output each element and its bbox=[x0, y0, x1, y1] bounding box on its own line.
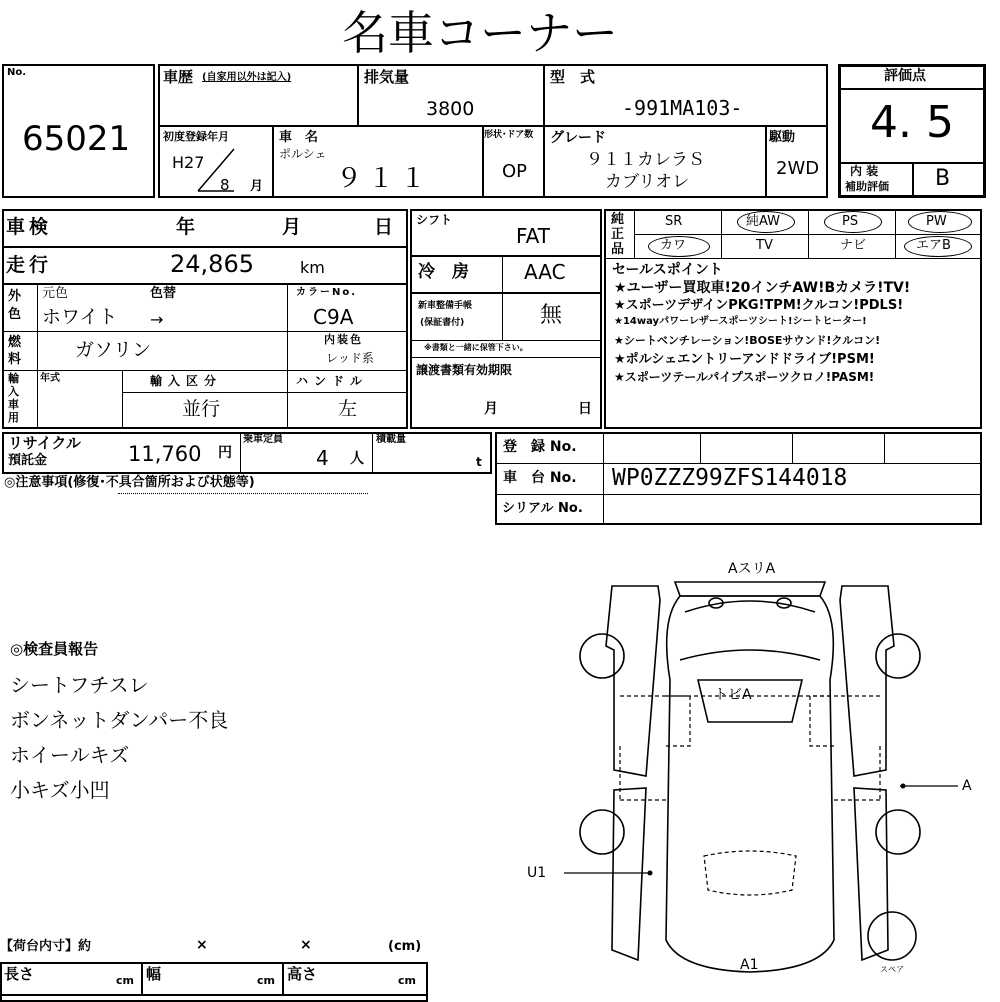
inspector-line-2: ボンネットダンパー不良 bbox=[10, 708, 229, 732]
mileage-label: 走行 bbox=[6, 254, 53, 276]
diagram-left-label: U1 bbox=[527, 865, 547, 881]
drive-label: 駆動 bbox=[769, 130, 796, 145]
transfer-label: 譲渡書類有効期限 bbox=[416, 363, 513, 377]
shift-value: FAT bbox=[516, 224, 551, 248]
inspection-month: 月 bbox=[282, 216, 302, 238]
inspector-line-3: ホイールキズ bbox=[10, 743, 130, 767]
equip-navi: ナビ bbox=[840, 238, 867, 253]
displacement-value: 3800 bbox=[426, 98, 475, 120]
mileage-unit: km bbox=[300, 258, 325, 277]
manual-note: ※書類と一緒に保管下さい。 bbox=[424, 343, 528, 352]
equip-pw: PW bbox=[926, 214, 947, 229]
transfer-day: 日 bbox=[578, 401, 592, 417]
cargo-length-unit: cm bbox=[116, 974, 134, 987]
inspection-label: 車検 bbox=[6, 216, 53, 238]
import-label: 輸入車用 bbox=[8, 372, 19, 424]
color-orig-label: 元色 bbox=[42, 286, 69, 301]
history-label: 車歴 bbox=[163, 68, 194, 86]
color-arrow: → bbox=[150, 310, 164, 329]
grade-line2: カブリオレ bbox=[605, 172, 690, 192]
load-unit: t bbox=[476, 455, 482, 469]
sales-label: セールスポイント bbox=[612, 262, 723, 278]
cargo-grid bbox=[0, 962, 428, 1002]
cargo-label: 【荷台内寸】約 bbox=[0, 939, 92, 954]
recycle-label-1: リサイクル bbox=[8, 434, 81, 452]
lot-no-label: No. bbox=[7, 67, 27, 78]
capacity-label: 乗車定員 bbox=[243, 434, 283, 445]
date-slash-icon bbox=[190, 145, 240, 195]
sales-line-4: ★シートベンチレーション!BOSEサウンド!クルコン! bbox=[614, 334, 881, 347]
car-damage-diagram bbox=[520, 560, 990, 990]
diagram-right-label: A bbox=[962, 778, 972, 794]
first-reg-label: 初度登録年月 bbox=[163, 130, 229, 143]
chassis-label: 車 台 No. bbox=[503, 470, 577, 486]
sales-line-1: ★ユーザー買取車!20インチAW!Bカメラ!TV! bbox=[614, 280, 911, 296]
sales-line-3: ★14wayパワーレザースポーツシート!シートヒーター! bbox=[614, 316, 867, 327]
grade-label: グレード bbox=[550, 130, 606, 146]
color-change-label: 色替 bbox=[150, 286, 177, 301]
cargo-width: 幅 bbox=[146, 965, 162, 983]
recycle-value: 11,760 bbox=[128, 442, 202, 466]
recycle-unit: 円 bbox=[218, 445, 232, 461]
mileage-value: 24,865 bbox=[170, 250, 254, 278]
aircon-label: 冷 房 bbox=[418, 262, 469, 282]
handle-label: ハンドル bbox=[296, 374, 369, 388]
import-division-value: 並行 bbox=[182, 398, 221, 420]
color-orig-value: ホワイト bbox=[42, 306, 118, 328]
sales-line-2: ★スポーツデザインPKG!TPM!クルコン!PDLS! bbox=[614, 298, 904, 313]
inspector-label: ◎検査員報告 bbox=[10, 640, 99, 658]
displacement-label: 排気量 bbox=[364, 68, 410, 86]
diagram-top-label: AスリA bbox=[728, 561, 776, 577]
score-value: 4. 5 bbox=[870, 97, 954, 148]
cargo-width-unit: cm bbox=[257, 974, 275, 987]
page-title: 名車コーナー bbox=[342, 6, 618, 60]
car-name-label: 車 名 bbox=[279, 130, 319, 145]
car-name: ９１１ bbox=[336, 164, 433, 194]
first-reg-month: 8 bbox=[220, 176, 230, 194]
diagram-spare-label: スペア bbox=[880, 965, 904, 974]
capacity-value: 4 bbox=[316, 446, 329, 470]
import-division-label: 輸入区分 bbox=[150, 374, 223, 388]
interior-color-value: レッド系 bbox=[326, 351, 374, 365]
equip-leather: カワ bbox=[660, 238, 687, 253]
lot-number: 65021 bbox=[22, 119, 131, 159]
interior-color-label: 内装色 bbox=[324, 333, 363, 346]
inspection-year: 年 bbox=[176, 216, 196, 238]
fuel-value: ガソリン bbox=[75, 339, 152, 361]
body-type-value: OP bbox=[502, 161, 528, 182]
inspector-line-4: 小キズ小凹 bbox=[10, 778, 110, 802]
equip-ps: PS bbox=[842, 214, 859, 229]
notes-label: ◎注意事項(修復･不具合箇所および状態等) bbox=[4, 475, 255, 490]
color-code-label: カラーNo. bbox=[296, 287, 358, 298]
cargo-height-unit: cm bbox=[398, 974, 416, 987]
manual-label-1: 新車整備手帳 bbox=[418, 301, 473, 311]
sales-line-6: ★スポーツテールパイプスポーツクロノ!PASM! bbox=[614, 370, 875, 384]
first-reg-era-year: H27 bbox=[172, 153, 205, 172]
recycle-label-2: 預託金 bbox=[8, 453, 48, 468]
grade-line1: ９１１カレラＳ bbox=[586, 150, 705, 170]
cargo-unit: (cm) bbox=[388, 939, 422, 954]
score-label: 評価点 bbox=[884, 68, 926, 84]
model-label: 型 式 bbox=[550, 68, 596, 86]
interior-score-label-2: 補助評価 bbox=[845, 180, 889, 193]
handle-value: 左 bbox=[338, 398, 358, 420]
lot-number-box bbox=[2, 64, 155, 198]
shift-label: シフト bbox=[416, 213, 453, 227]
interior-score-value: B bbox=[935, 166, 951, 191]
serial-label: シリアル No. bbox=[502, 501, 583, 516]
drive-value: 2WD bbox=[776, 158, 820, 179]
car-maker: ポルシェ bbox=[279, 147, 327, 161]
diagram-bottom-label: A1 bbox=[740, 957, 759, 973]
inspector-line-1: シートフチスレ bbox=[10, 673, 149, 697]
equip-airbag: エアB bbox=[916, 238, 951, 253]
fuel-label: 燃料 bbox=[8, 335, 22, 367]
history-sub: (自家用以外は記入) bbox=[202, 72, 292, 83]
cargo-x1: × bbox=[196, 937, 208, 953]
color-code-value: C9A bbox=[313, 305, 354, 329]
equip-tv: TV bbox=[756, 238, 773, 253]
equipment-label: 純正品 bbox=[611, 212, 625, 257]
cargo-length: 長さ bbox=[4, 965, 35, 983]
cargo-height: 高さ bbox=[287, 965, 318, 983]
model-value: -991MA103- bbox=[622, 96, 743, 120]
color-side-label: 外色 bbox=[8, 289, 22, 322]
manual-label-2: (保証書付) bbox=[420, 318, 465, 328]
sales-line-5: ★ポルシェエントリーアンドドライブ!PSM! bbox=[614, 352, 875, 367]
body-type-label: 形状･ドア数 bbox=[484, 130, 534, 140]
manual-value: 無 bbox=[540, 303, 563, 328]
load-label: 積載量 bbox=[376, 434, 406, 445]
equip-awheel: 純AW bbox=[746, 214, 781, 229]
inspection-day: 日 bbox=[374, 216, 394, 238]
aircon-value: AAC bbox=[524, 260, 566, 284]
import-year-label: 年式 bbox=[40, 373, 60, 384]
chassis-value: WP0ZZZ99ZFS144018 bbox=[612, 465, 848, 491]
capacity-unit: 人 bbox=[350, 451, 364, 467]
diagram-roof-label: トビA bbox=[714, 687, 752, 703]
first-reg-month-unit: 月 bbox=[250, 179, 264, 194]
registration-label: 登 録 No. bbox=[503, 439, 577, 455]
equip-sr: SR bbox=[665, 214, 683, 229]
cargo-x2: × bbox=[300, 937, 312, 953]
transfer-month: 月 bbox=[484, 401, 498, 417]
interior-score-label-1: 内 装 bbox=[850, 164, 879, 178]
